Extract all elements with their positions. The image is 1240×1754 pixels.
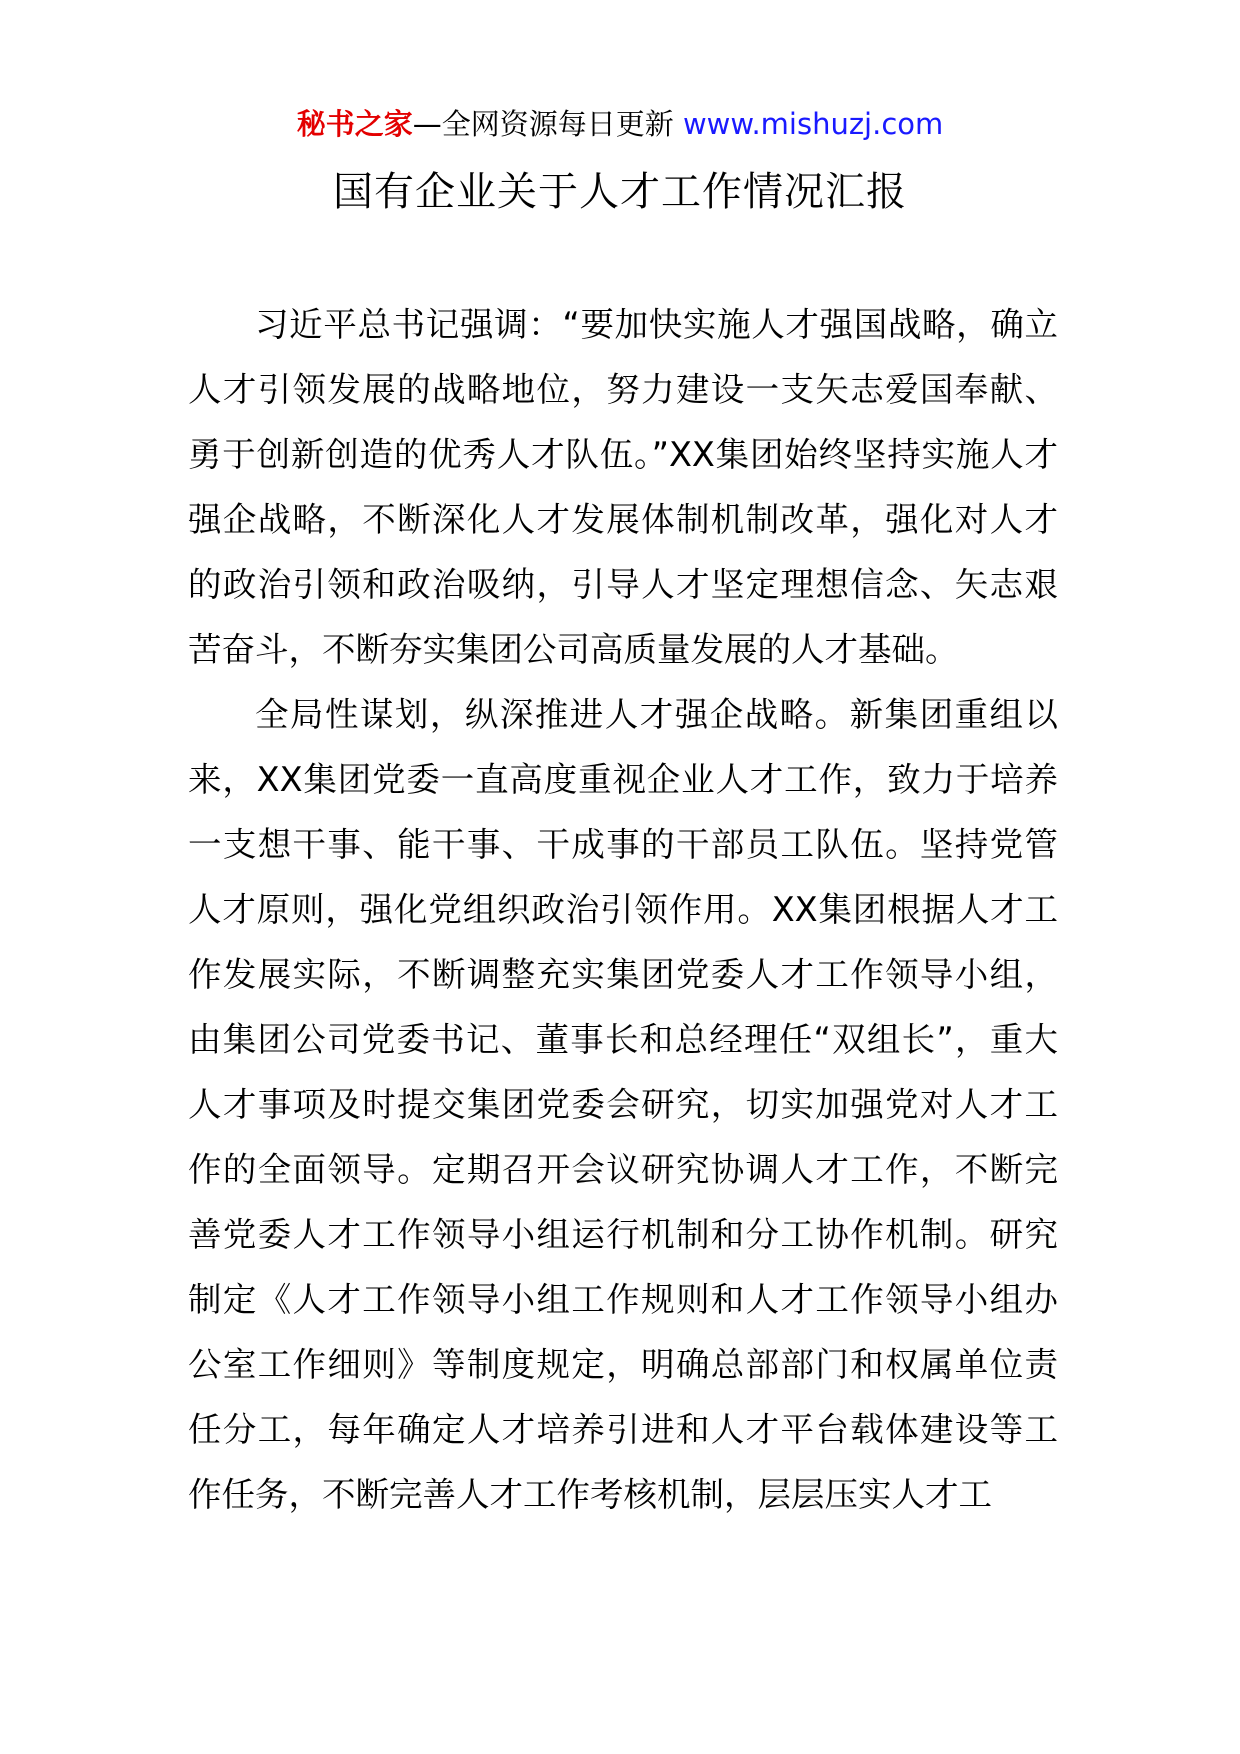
site-url-link[interactable]: www.mishuzj.com	[682, 107, 944, 141]
paragraph: 习近平总书记强调：“要加快实施人才强国战略，确立人才引领发展的战略地位，努力建设一支矢志爱国奉献、勇于创新创造的优秀人才队伍。”XX集团始终坚持实施人才强企战略，不断深化人才发展体制机制改革，强化对人才的政治引领和政治吸纳，引导人才坚定理想信念、矢志艰苦奋斗，不断夯实集团公司高质量发展的人才基础。	[188, 305, 1058, 669]
paragraph: 全局性谋划，纵深推进人才强企战略。新集团重组以来，XX集团党委一直高度重视企业人才工作，致力于培养一支想干事、能干事、干成事的干部员工队伍。坚持党管人才原则，强化党组织政治引领作用。XX集团根据人才工作发展实际，不断调整充实集团党委人才工作领导小组，由集团公司党委书记、董事长和总经理任“双组长”，重大人才事项及时提交集团党委会研究，切实加强党对人才工作的全面领导。定期召开会议研究协调人才工作，不断完善党委人才工作领导小组运行机制和分工协作机制。研究制定《人才工作领导小组工作规则和人才工作领导小组办公室工作细则》等制度规定，明确总部部门和权属单位责任分工，每年确定人才培养引进和人才平台载体建设等工作任务，不断完善人才工作考核机制，层层压实人才工	[188, 695, 1058, 1514]
site-tagline: —全网资源每日更新	[412, 107, 674, 141]
site-brand: 秘书之家	[296, 107, 413, 141]
document-body	[188, 292, 1058, 1527]
site-header	[0, 100, 1240, 148]
document-title: 国有企业关于人才工作情况汇报	[333, 169, 907, 215]
